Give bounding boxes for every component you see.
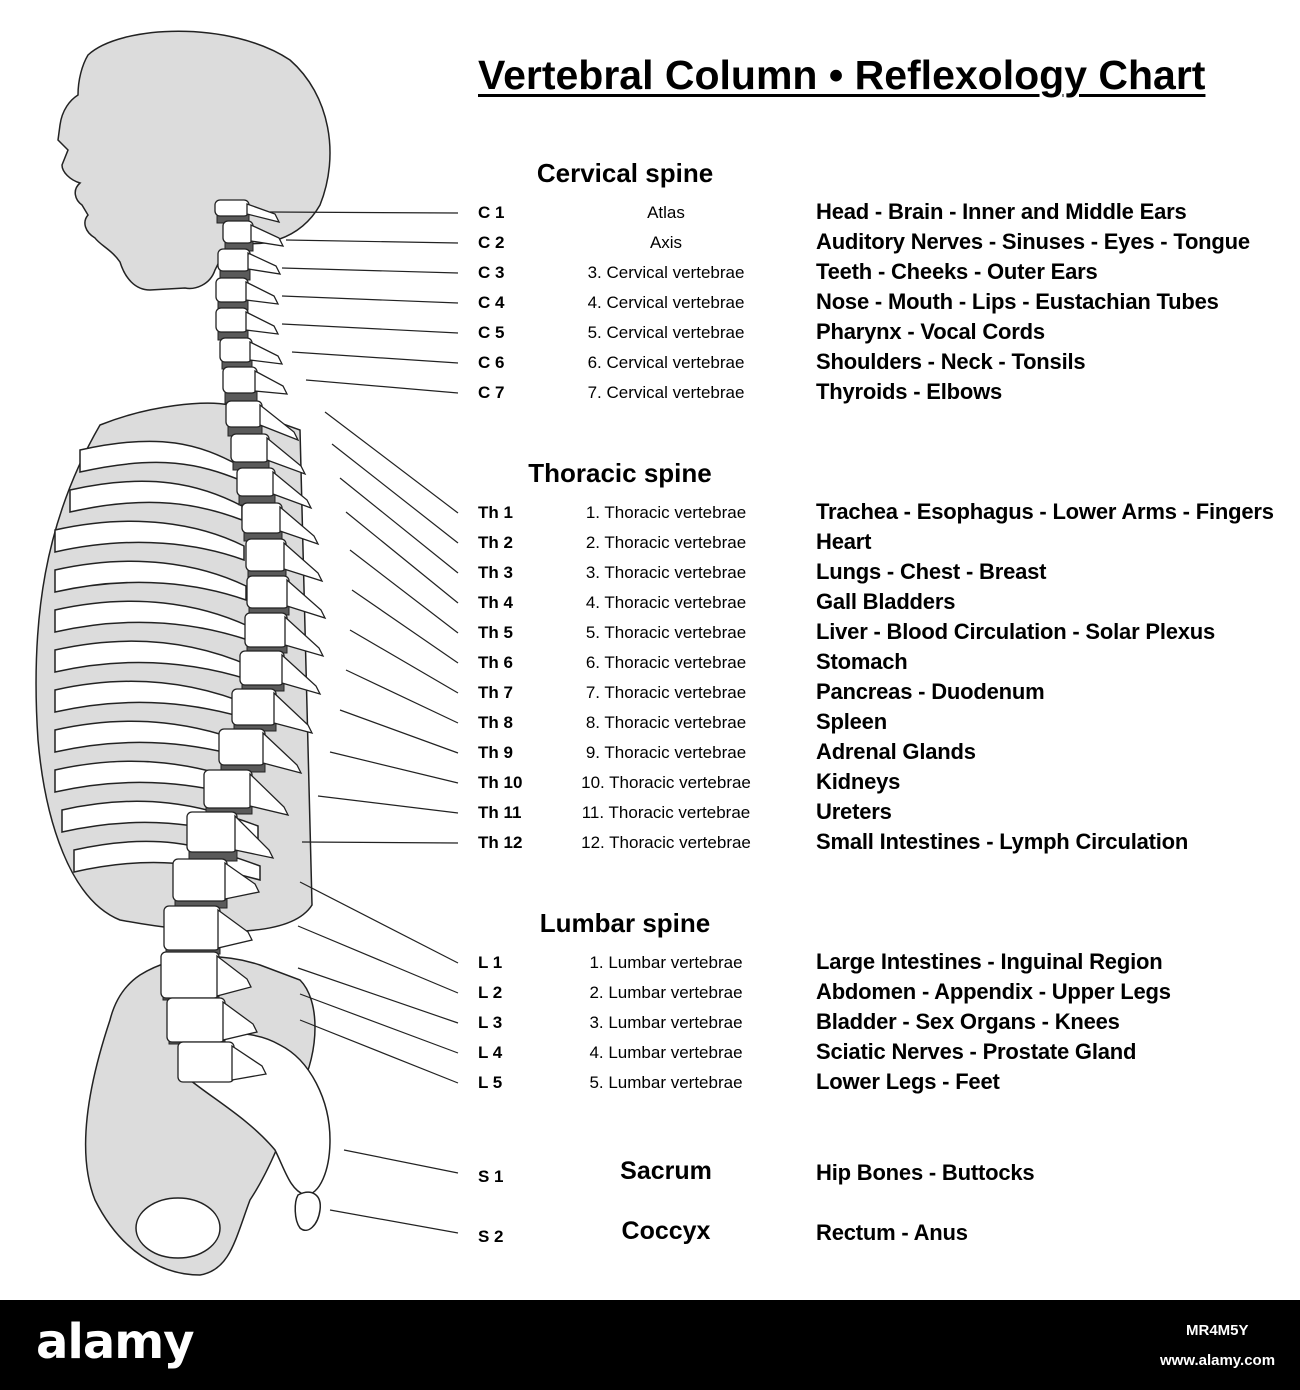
vertebra-name: 6. Cervical vertebrae	[587, 353, 745, 372]
reflex-organs: Head - Brain - Inner and Middle Ears	[816, 199, 1187, 224]
vertebra-name: 12. Thoracic vertebrae	[581, 833, 751, 852]
vertebra-code: L 2	[478, 983, 503, 1002]
reflex-organs: Bladder - Sex Organs - Knees	[816, 1009, 1120, 1034]
image-id: MR4M5Y	[1186, 1322, 1249, 1339]
vertebra-name: 4. Lumbar vertebrae	[589, 1043, 743, 1062]
vertebra-code: Th 9	[478, 743, 513, 762]
vertebra-name: 2. Lumbar vertebrae	[589, 983, 743, 1002]
vertebra-row	[0, 679, 1300, 713]
site-url: www.alamy.com	[1160, 1352, 1276, 1369]
vertebra-name: 9. Thoracic vertebrae	[585, 743, 747, 762]
reflex-organs: Abdomen - Appendix - Upper Legs	[816, 979, 1171, 1004]
vertebra-row	[0, 769, 1300, 803]
vertebra-name: 10. Thoracic vertebrae	[581, 773, 751, 792]
vertebra-code: Th 12	[478, 833, 523, 852]
reflex-organs: Trachea - Esophagus - Lower Arms - Fingers	[816, 499, 1274, 524]
vertebra-code: C 3	[478, 263, 505, 282]
vertebra-row	[0, 529, 1300, 563]
vertebra-code: L 4	[478, 1043, 503, 1062]
vertebra-row	[0, 739, 1300, 773]
heading-lumbar-spine: Lumbar spine	[539, 908, 711, 938]
reflex-organs: Lower Legs - Feet	[816, 1069, 1000, 1094]
reflex-organs: Kidneys	[816, 769, 901, 794]
reflex-organs: Hip Bones - Buttocks	[816, 1160, 1035, 1185]
vertebra-body	[237, 468, 275, 496]
reflex-organs: Pharynx - Vocal Cords	[816, 319, 1045, 344]
vertebra-row	[0, 1069, 1300, 1103]
reflex-organs: Auditory Nerves - Sinuses - Eyes - Tongue	[816, 229, 1250, 254]
vertebra-name: 3. Cervical vertebrae	[587, 263, 745, 282]
vertebra-name: 7. Cervical vertebrae	[587, 383, 745, 402]
reflex-organs: Spleen	[816, 709, 887, 734]
vertebra-code: L 5	[478, 1073, 503, 1092]
reflex-organs: Thyroids - Elbows	[816, 379, 1003, 404]
vertebra-row	[0, 289, 1300, 323]
vertebra-code: L 1	[478, 953, 503, 972]
reflex-organs: Gall Bladders	[816, 589, 956, 614]
brand-logo: alamy	[36, 1314, 194, 1370]
reflex-organs: Teeth - Cheeks - Outer Ears	[816, 259, 1098, 284]
vertebra-body	[173, 859, 227, 901]
vertebra-code: Th 4	[478, 593, 513, 612]
vertebra-name: 1. Thoracic vertebrae	[585, 503, 747, 522]
reflex-organs: Stomach	[816, 649, 908, 674]
vertebra-code: Th 1	[478, 503, 513, 522]
vertebra-code: Th 11	[478, 803, 522, 822]
reflex-organs: Adrenal Glands	[816, 739, 976, 764]
vertebra-name: 3. Lumbar vertebrae	[589, 1013, 743, 1032]
vertebra-code: Th 10	[478, 773, 523, 792]
vertebra-code: S 1	[478, 1167, 504, 1186]
vertebra-code: Th 8	[478, 713, 513, 732]
vertebra-code: Th 3	[478, 563, 513, 582]
leader-line	[325, 412, 458, 513]
vertebra-row	[0, 1039, 1300, 1073]
vertebra-name: 1. Lumbar vertebrae	[589, 953, 743, 972]
vertebra-code: C 4	[478, 293, 505, 312]
vertebra-name: Sacrum	[620, 1157, 712, 1185]
leader-line	[300, 882, 458, 963]
vertebra-name: 5. Thoracic vertebrae	[585, 623, 747, 642]
vertebra-name: 11. Thoracic vertebrae	[581, 803, 751, 822]
reflex-organs: Rectum - Anus	[816, 1220, 968, 1245]
vertebra-name: 3. Thoracic vertebrae	[585, 563, 747, 582]
vertebra-code: Th 5	[478, 623, 513, 642]
reflex-organs: Sciatic Nerves - Prostate Gland	[816, 1039, 1137, 1064]
vertebra-body	[164, 906, 220, 950]
vertebra-name: 2. Thoracic vertebrae	[585, 533, 747, 552]
reflex-organs: Small Intestines - Lymph Circulation	[816, 829, 1189, 854]
vertebra-code: L 3	[478, 1013, 503, 1032]
vertebra-code: C 1	[478, 203, 505, 222]
vertebra-row	[0, 1157, 1300, 1193]
vertebra-body	[231, 434, 269, 462]
vertebra-code: S 2	[478, 1227, 504, 1246]
vertebra-code: Th 2	[478, 533, 513, 552]
vertebra-row	[0, 829, 1300, 863]
vertebra-name: 4. Thoracic vertebrae	[585, 593, 747, 612]
vertebra-code: C 5	[478, 323, 505, 342]
vertebra-name: Axis	[649, 233, 683, 252]
reflex-organs: Large Intestines - Inguinal Region	[816, 949, 1163, 974]
reflex-organs: Nose - Mouth - Lips - Eustachian Tubes	[816, 289, 1219, 314]
vertebra-name: 5. Cervical vertebrae	[587, 323, 745, 342]
vertebra-code: C 7	[478, 383, 505, 402]
reflex-organs: Liver - Blood Circulation - Solar Plexus	[816, 619, 1216, 644]
footer-bar	[0, 1300, 1300, 1390]
chart-title: Vertebral Column • Reflexology Chart	[478, 52, 1206, 98]
vertebra-name: 4. Cervical vertebrae	[587, 293, 745, 312]
reflex-organs: Heart	[816, 529, 872, 554]
vertebra-name: 6. Thoracic vertebrae	[585, 653, 747, 672]
reflex-organs: Lungs - Chest - Breast	[816, 559, 1047, 584]
vertebra-row	[0, 319, 1300, 353]
vertebra-row	[0, 1217, 1300, 1253]
vertebra-code: Th 7	[478, 683, 513, 702]
vertebra-row	[0, 559, 1300, 593]
vertebra-name: 7. Thoracic vertebrae	[585, 683, 747, 702]
vertebra-row	[0, 619, 1300, 653]
vertebra-row	[0, 649, 1300, 683]
vertebra-name: Atlas	[647, 203, 685, 222]
heading-cervical-spine: Cervical spine	[536, 158, 714, 188]
vertebra-name: 8. Thoracic vertebrae	[585, 713, 747, 732]
vertebra-row	[0, 709, 1300, 743]
vertebra-row	[0, 499, 1300, 533]
vertebra-row	[0, 379, 1300, 413]
vertebra-code: C 6	[478, 353, 505, 372]
vertebra-name: Coccyx	[621, 1217, 711, 1245]
vertebra-row	[0, 229, 1300, 263]
vertebra-name: 5. Lumbar vertebrae	[589, 1073, 743, 1092]
vertebra-row	[0, 349, 1300, 383]
heading-thoracic-spine: Thoracic spine	[528, 458, 712, 488]
reflex-organs: Ureters	[816, 799, 892, 824]
reflex-organs: Pancreas - Duodenum	[816, 679, 1045, 704]
vertebra-code: C 2	[478, 233, 505, 252]
vertebra-code: Th 6	[478, 653, 513, 672]
reflex-organs: Shoulders - Neck - Tonsils	[816, 349, 1086, 374]
